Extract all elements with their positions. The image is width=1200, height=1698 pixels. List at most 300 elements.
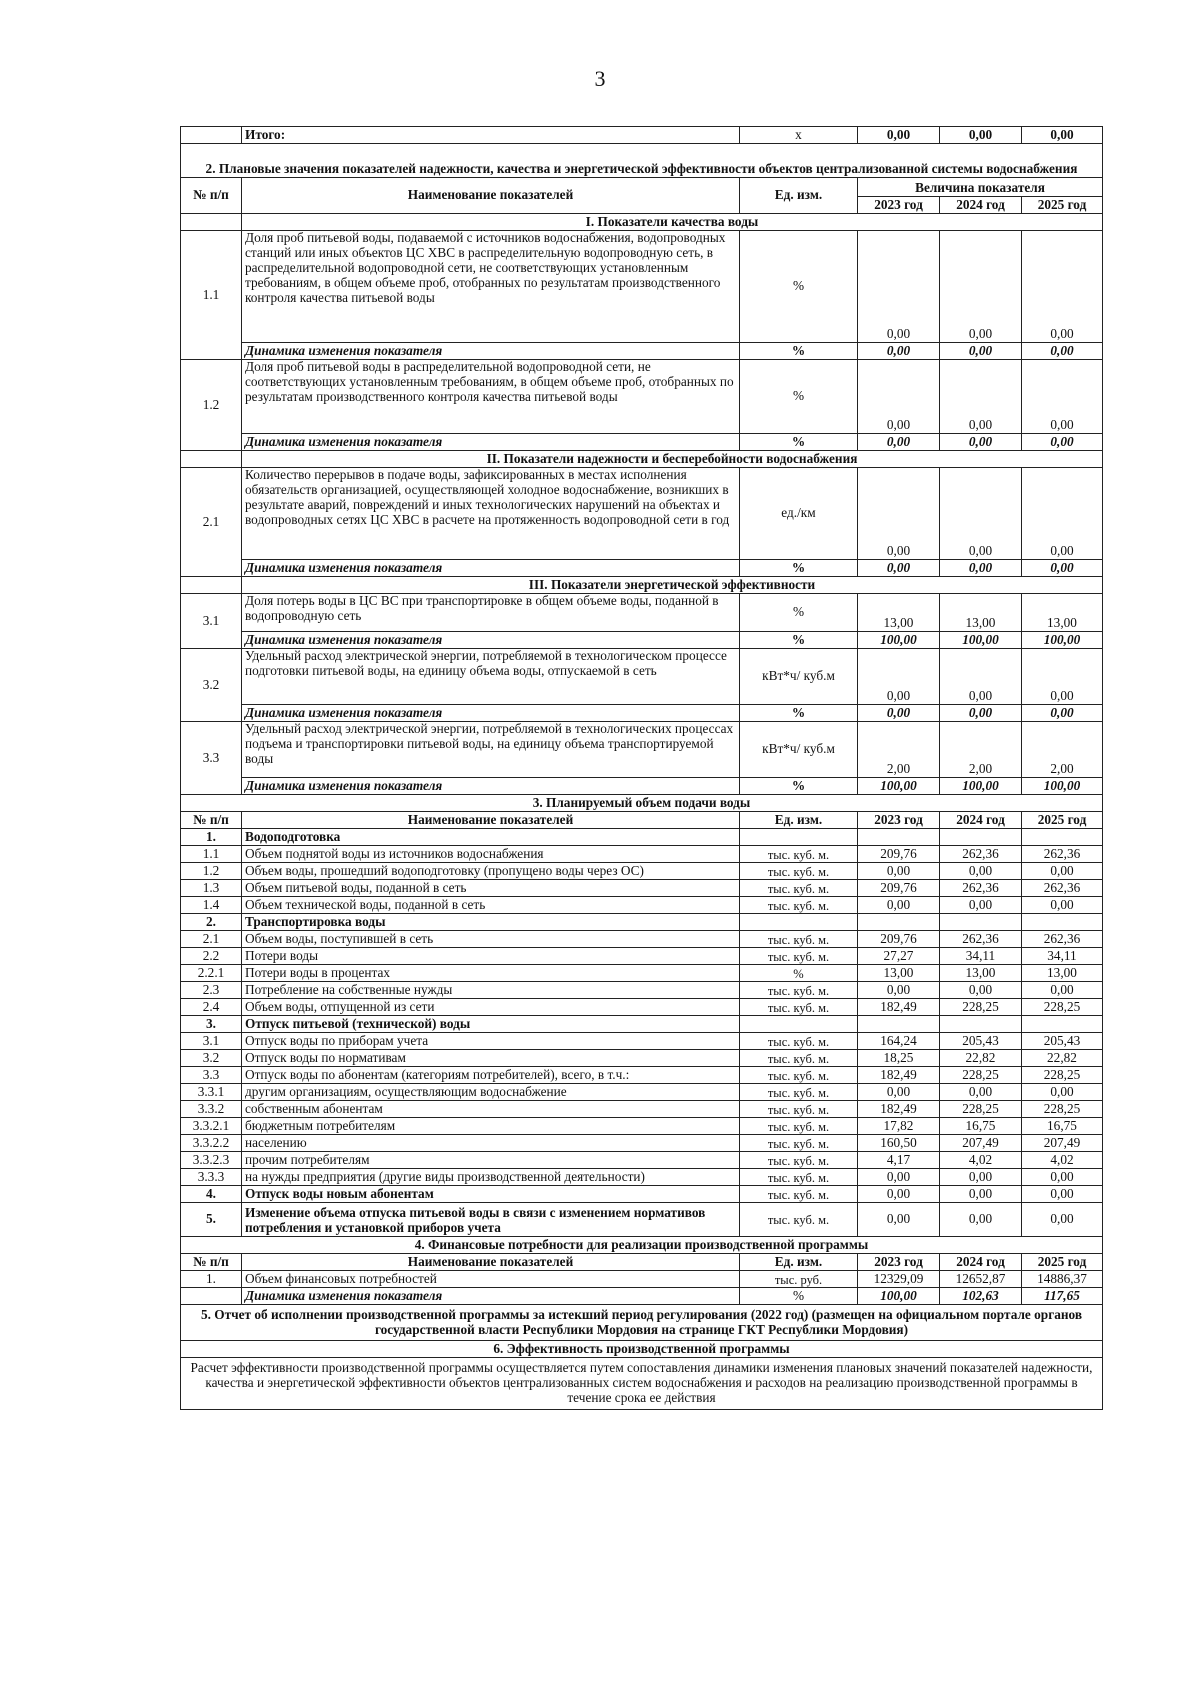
row-unit: тыс. куб. м. <box>740 1169 858 1186</box>
indicator-value: 0,00 <box>858 468 940 560</box>
row-value: 228,25 <box>940 999 1022 1016</box>
empty-cell <box>181 451 242 468</box>
row-value: 0,00 <box>1022 897 1103 914</box>
table-row <box>181 1050 1103 1067</box>
dynamics-value: 0,00 <box>1022 560 1103 577</box>
dynamics-value: 117,65 <box>1022 1288 1103 1305</box>
dynamics-value: 100,00 <box>858 1288 940 1305</box>
row-num: 3.3.3 <box>181 1169 242 1186</box>
indicator-row <box>181 594 1103 632</box>
header-name: Наименование показателей <box>242 1254 740 1271</box>
dynamics-unit: % <box>740 1288 858 1305</box>
dynamics-value: 102,63 <box>940 1288 1022 1305</box>
row-value: 12329,09 <box>858 1271 940 1288</box>
row-value: 262,36 <box>1022 846 1103 863</box>
row-value: 0,00 <box>1022 1084 1103 1101</box>
header-y2024: 2024 год <box>940 1254 1022 1271</box>
group-title-row <box>181 451 1103 468</box>
itogo-row <box>181 127 1103 144</box>
header-name: Наименование показателей <box>242 178 740 214</box>
section6-text: Расчет эффективности производственной программы осуществляется путем сопоставления динамики изменения плановых значений показателей надежности, качества и энергетической эффективности объектов централизованных систем водоснабжения и расходов на реализацию производственной программы в течение срока ее действия <box>181 1358 1103 1410</box>
header-num: № п/п <box>181 812 242 829</box>
row-num: 3.3 <box>181 1067 242 1084</box>
indicator-value: 0,00 <box>858 360 940 434</box>
empty-cell <box>1022 914 1103 931</box>
dynamics-value: 100,00 <box>940 632 1022 649</box>
text-row <box>181 1358 1103 1410</box>
indicator-value: 0,00 <box>940 468 1022 560</box>
dynamics-value: 100,00 <box>858 632 940 649</box>
indicator-unit: ед./км <box>740 468 858 560</box>
table-row <box>181 1118 1103 1135</box>
empty-cell <box>181 1288 242 1305</box>
row-value: 228,25 <box>940 1067 1022 1084</box>
row-value: 182,49 <box>858 1101 940 1118</box>
row-name: Объем воды, прошедший водоподготовку (пропущено воды через ОС) <box>242 863 740 880</box>
empty-cell <box>1022 829 1103 846</box>
row-name: Объем питьевой воды, поданной в сеть <box>242 880 740 897</box>
header-unit: Ед. изм. <box>740 178 858 214</box>
dynamics-label: Динамика изменения показателя <box>242 632 740 649</box>
table-row <box>181 897 1103 914</box>
table-row <box>181 1033 1103 1050</box>
row-name: Объем технической воды, поданной в сеть <box>242 897 740 914</box>
table-row <box>181 1169 1103 1186</box>
indicator-value: 2,00 <box>858 722 940 778</box>
row-num: 3.3.2.2 <box>181 1135 242 1152</box>
indicator-value: 0,00 <box>1022 649 1103 705</box>
row-value: 0,00 <box>858 1169 940 1186</box>
row-unit: тыс. куб. м. <box>740 897 858 914</box>
dynamics-label: Динамика изменения показателя <box>242 434 740 451</box>
row-value: 13,00 <box>858 965 940 982</box>
dynamics-row <box>181 632 1103 649</box>
section6-title: 6. Эффективность производственной программы <box>181 1341 1103 1358</box>
row-value: 13,00 <box>1022 965 1103 982</box>
table-row <box>181 829 1103 846</box>
table-row <box>181 914 1103 931</box>
header-2025: 2025 год <box>1022 197 1103 214</box>
row-unit: тыс. куб. м. <box>740 1084 858 1101</box>
row-name: на нужды предприятия (другие виды производственной деятельности) <box>242 1169 740 1186</box>
row-name: другим организациям, осуществляющим водоснабжение <box>242 1084 740 1101</box>
header-y2025: 2025 год <box>1022 812 1103 829</box>
dynamics-unit: % <box>740 705 858 722</box>
row-name: Отпуск воды новым абонентам <box>242 1186 740 1203</box>
table-row <box>181 948 1103 965</box>
row-name: Отпуск воды по приборам учета <box>242 1033 740 1050</box>
itogo-2024: 0,00 <box>940 127 1022 144</box>
dynamics-value: 0,00 <box>940 560 1022 577</box>
header-row <box>181 1254 1103 1271</box>
dynamics-value: 0,00 <box>1022 434 1103 451</box>
indicator-value: 0,00 <box>858 231 940 343</box>
row-unit: тыс. куб. м. <box>740 1050 858 1067</box>
header-row <box>181 178 1103 197</box>
section-title-row <box>181 144 1103 178</box>
row-value: 0,00 <box>940 897 1022 914</box>
row-num: 2.2.1 <box>181 965 242 982</box>
indicator-value: 0,00 <box>858 649 940 705</box>
section-title-row <box>181 1237 1103 1254</box>
dynamics-label: Динамика изменения показателя <box>242 560 740 577</box>
section-title-row <box>181 795 1103 812</box>
row-name: Изменение объема отпуска питьевой воды в связи с изменением нормативов потребления и установкой приборов учета <box>242 1203 740 1237</box>
empty-cell <box>858 1016 940 1033</box>
table-row <box>181 863 1103 880</box>
row-name: Водоподготовка <box>242 829 740 846</box>
row-num: 1.1 <box>181 846 242 863</box>
row-name: Объем воды, поступившей в сеть <box>242 931 740 948</box>
row-value: 262,36 <box>1022 880 1103 897</box>
indicator-name: Удельный расход электрической энергии, потребляемой в технологических процессах подъема и транспортировки питьевой воды, на единицу объема транспортируемой воды <box>242 722 740 778</box>
row-name: Потери воды <box>242 948 740 965</box>
group-title-row <box>181 214 1103 231</box>
row-num: 2.2 <box>181 948 242 965</box>
dynamics-value: 100,00 <box>1022 778 1103 795</box>
row-value: 0,00 <box>940 1169 1022 1186</box>
row-value: 4,17 <box>858 1152 940 1169</box>
table-row <box>181 1067 1103 1084</box>
row-value: 0,00 <box>1022 863 1103 880</box>
row-name: Объем поднятой воды из источников водоснабжения <box>242 846 740 863</box>
indicator-row <box>181 649 1103 705</box>
indicator-num: 1.1 <box>181 231 242 360</box>
empty-cell <box>740 914 858 931</box>
row-name: Отпуск воды по абонентам (категориям потребителей), всего, в т.ч.: <box>242 1067 740 1084</box>
indicator-value: 13,00 <box>1022 594 1103 632</box>
indicator-value: 13,00 <box>940 594 1022 632</box>
dynamics-row <box>181 434 1103 451</box>
empty-cell <box>940 1016 1022 1033</box>
empty-cell <box>858 829 940 846</box>
row-name: Отпуск воды по нормативам <box>242 1050 740 1067</box>
dynamics-label: Динамика изменения показателя <box>242 1288 740 1305</box>
table-row <box>181 846 1103 863</box>
indicator-row <box>181 231 1103 343</box>
indicator-num: 3.1 <box>181 594 242 649</box>
row-num: 1.4 <box>181 897 242 914</box>
row-value: 0,00 <box>1022 1203 1103 1237</box>
row-value: 207,49 <box>940 1135 1022 1152</box>
dynamics-value: 0,00 <box>1022 705 1103 722</box>
indicator-row <box>181 360 1103 434</box>
dynamics-label: Динамика изменения показателя <box>242 705 740 722</box>
dynamics-value: 100,00 <box>1022 632 1103 649</box>
dynamics-value: 0,00 <box>940 705 1022 722</box>
table-row <box>181 1203 1103 1237</box>
group-title: III. Показатели энергетической эффективности <box>242 577 1103 594</box>
indicator-name: Доля потерь воды в ЦС ВС при транспортировке в общем объеме воды, поданной в водопроводную сеть <box>242 594 740 632</box>
row-unit: тыс. куб. м. <box>740 931 858 948</box>
empty-cell <box>740 829 858 846</box>
empty-cell <box>181 127 242 144</box>
row-unit: тыс. куб. м. <box>740 1135 858 1152</box>
row-unit: тыс. куб. м. <box>740 1152 858 1169</box>
row-unit: тыс. куб. м. <box>740 982 858 999</box>
row-value: 205,43 <box>940 1033 1022 1050</box>
dynamics-unit: % <box>740 632 858 649</box>
dynamics-label: Динамика изменения показателя <box>242 778 740 795</box>
group-title-row <box>181 577 1103 594</box>
row-value: 0,00 <box>858 1084 940 1101</box>
row-value: 262,36 <box>940 846 1022 863</box>
row-num: 2.1 <box>181 931 242 948</box>
indicator-name: Количество перерывов в подаче воды, зафиксированных в местах исполнения обязательств организацией, осуществляющей холодное водоснабжение, возникших в результате аварий, повреждений и иных технологических нарушений на объектах и водопроводных сетях ЦС ХВС в расчете на протяженность водопроводной сети в год <box>242 468 740 560</box>
indicator-value: 0,00 <box>940 649 1022 705</box>
empty-cell <box>181 214 242 231</box>
row-unit: тыс. куб. м. <box>740 846 858 863</box>
empty-cell <box>181 577 242 594</box>
row-unit: тыс. куб. м. <box>740 1033 858 1050</box>
section4-title: 4. Финансовые потребности для реализации производственной программы <box>181 1237 1103 1254</box>
row-value: 0,00 <box>1022 1186 1103 1203</box>
table-row <box>181 999 1103 1016</box>
row-name: Отпуск питьевой (технической) воды <box>242 1016 740 1033</box>
table-row <box>181 965 1103 982</box>
header-y2024: 2024 год <box>940 812 1022 829</box>
row-value: 0,00 <box>858 863 940 880</box>
row-value: 0,00 <box>1022 1169 1103 1186</box>
row-value: 0,00 <box>940 1186 1022 1203</box>
dynamics-row <box>181 1288 1103 1305</box>
header-row <box>181 812 1103 829</box>
empty-cell <box>940 914 1022 931</box>
header-y2023: 2023 год <box>858 1254 940 1271</box>
row-num: 2. <box>181 914 242 931</box>
row-value: 0,00 <box>858 1186 940 1203</box>
indicator-unit: кВт*ч/ куб.м <box>740 722 858 778</box>
row-value: 182,49 <box>858 999 940 1016</box>
row-value: 16,75 <box>940 1118 1022 1135</box>
row-value: 17,82 <box>858 1118 940 1135</box>
header-y2025: 2025 год <box>1022 1254 1103 1271</box>
row-unit: тыс. куб. м. <box>740 1101 858 1118</box>
row-value: 16,75 <box>1022 1118 1103 1135</box>
row-num: 3.2 <box>181 1050 242 1067</box>
row-name: Потери воды в процентах <box>242 965 740 982</box>
table-row <box>181 1271 1103 1288</box>
header-unit: Ед. изм. <box>740 1254 858 1271</box>
itogo-label: Итого: <box>242 127 740 144</box>
indicator-num: 2.1 <box>181 468 242 577</box>
indicator-num: 3.3 <box>181 722 242 795</box>
row-value: 207,49 <box>1022 1135 1103 1152</box>
group-title: I. Показатели качества воды <box>242 214 1103 231</box>
row-value: 0,00 <box>1022 982 1103 999</box>
group-title: II. Показатели надежности и бесперебойности водоснабжения <box>242 451 1103 468</box>
indicator-value: 2,00 <box>940 722 1022 778</box>
table-row <box>181 982 1103 999</box>
row-unit: % <box>740 965 858 982</box>
row-value: 228,25 <box>1022 999 1103 1016</box>
indicator-value: 0,00 <box>1022 468 1103 560</box>
row-value: 228,25 <box>1022 1067 1103 1084</box>
row-num: 3.3.1 <box>181 1084 242 1101</box>
row-num: 3. <box>181 1016 242 1033</box>
row-value: 22,82 <box>1022 1050 1103 1067</box>
dynamics-row <box>181 705 1103 722</box>
table-row <box>181 880 1103 897</box>
row-name: населению <box>242 1135 740 1152</box>
row-value: 262,36 <box>940 880 1022 897</box>
row-value: 0,00 <box>858 1203 940 1237</box>
indicator-name: Доля проб питьевой воды в распределительной водопроводной сети, не соответствующих установленным требованиям, в общем объеме проб, отобранных по результатам производственного контроля качества питьевой воды <box>242 360 740 434</box>
row-name: собственным абонентам <box>242 1101 740 1118</box>
header-2023: 2023 год <box>858 197 940 214</box>
itogo-unit: х <box>740 127 858 144</box>
row-value: 262,36 <box>940 931 1022 948</box>
indicator-value: 0,00 <box>1022 360 1103 434</box>
row-value: 164,24 <box>858 1033 940 1050</box>
row-value: 205,43 <box>1022 1033 1103 1050</box>
page-number: 3 <box>594 66 606 91</box>
row-value: 0,00 <box>858 897 940 914</box>
row-name: Объем воды, отпущенной из сети <box>242 999 740 1016</box>
row-num: 2.3 <box>181 982 242 999</box>
dynamics-value: 0,00 <box>1022 343 1103 360</box>
indicator-name: Удельный расход электрической энергии, потребляемой в технологическом процессе подготовки питьевой воды, на единицу объема воды, отпускаемой в сеть <box>242 649 740 705</box>
empty-cell <box>940 829 1022 846</box>
row-value: 228,25 <box>1022 1101 1103 1118</box>
dynamics-value: 0,00 <box>858 434 940 451</box>
row-value: 4,02 <box>1022 1152 1103 1169</box>
row-value: 13,00 <box>940 965 1022 982</box>
row-unit: тыс. куб. м. <box>740 1118 858 1135</box>
row-unit: тыс. куб. м. <box>740 880 858 897</box>
row-value: 27,27 <box>858 948 940 965</box>
section2-title: 2. Плановые значения показателей надежности, качества и энергетической эффективности объектов централизованной системы водоснабжения <box>181 144 1103 178</box>
indicator-row <box>181 722 1103 778</box>
row-value: 209,76 <box>858 846 940 863</box>
dynamics-row <box>181 343 1103 360</box>
row-value: 209,76 <box>858 880 940 897</box>
header-y2023: 2023 год <box>858 812 940 829</box>
section3-title: 3. Планируемый объем подачи воды <box>181 795 1103 812</box>
indicator-row <box>181 468 1103 560</box>
table-row <box>181 1101 1103 1118</box>
dynamics-unit: % <box>740 560 858 577</box>
row-unit: тыс. куб. м. <box>740 1203 858 1237</box>
header-num: № п/п <box>181 1254 242 1271</box>
indicator-value: 0,00 <box>1022 231 1103 343</box>
row-value: 4,02 <box>940 1152 1022 1169</box>
row-name: бюджетным потребителям <box>242 1118 740 1135</box>
row-unit: тыс. руб. <box>740 1271 858 1288</box>
dynamics-unit: % <box>740 778 858 795</box>
row-name: Потребление на собственные нужды <box>242 982 740 999</box>
table-row <box>181 1152 1103 1169</box>
row-value: 22,82 <box>940 1050 1022 1067</box>
indicator-unit: кВт*ч/ куб.м <box>740 649 858 705</box>
itogo-2025: 0,00 <box>1022 127 1103 144</box>
table-row <box>181 1016 1103 1033</box>
row-unit: тыс. куб. м. <box>740 863 858 880</box>
row-value: 209,76 <box>858 931 940 948</box>
row-num: 3.1 <box>181 1033 242 1050</box>
dynamics-value: 0,00 <box>858 705 940 722</box>
row-num: 3.3.2.3 <box>181 1152 242 1169</box>
row-name: Транспортировка воды <box>242 914 740 931</box>
row-unit: тыс. куб. м. <box>740 1067 858 1084</box>
row-name: Объем финансовых потребностей <box>242 1271 740 1288</box>
dynamics-row <box>181 560 1103 577</box>
row-num: 2.4 <box>181 999 242 1016</box>
indicator-unit: % <box>740 231 858 343</box>
program-table <box>180 126 1103 1410</box>
row-value: 262,36 <box>1022 931 1103 948</box>
dynamics-value: 0,00 <box>940 343 1022 360</box>
itogo-2023: 0,00 <box>858 127 940 144</box>
header-unit: Ед. изм. <box>740 812 858 829</box>
row-value: 0,00 <box>940 863 1022 880</box>
row-num: 1. <box>181 829 242 846</box>
dynamics-value: 100,00 <box>858 778 940 795</box>
empty-cell <box>858 914 940 931</box>
dynamics-value: 100,00 <box>940 778 1022 795</box>
row-value: 12652,87 <box>940 1271 1022 1288</box>
indicator-num: 3.2 <box>181 649 242 722</box>
section5-title: 5. Отчет об исполнении производственной программы за истекший период регулирования (2022 год) (размещен на официальном портале органов государственной власти Республики Мордовия на странице ГКТ Республики Мордовия) <box>181 1305 1103 1341</box>
table-row <box>181 1084 1103 1101</box>
row-unit: тыс. куб. м. <box>740 999 858 1016</box>
row-value: 0,00 <box>858 982 940 999</box>
dynamics-row <box>181 778 1103 795</box>
dynamics-label: Динамика изменения показателя <box>242 343 740 360</box>
row-value: 0,00 <box>940 982 1022 999</box>
row-num: 1. <box>181 1271 242 1288</box>
row-value: 0,00 <box>940 1203 1022 1237</box>
row-value: 182,49 <box>858 1067 940 1084</box>
indicator-value: 0,00 <box>940 231 1022 343</box>
row-num: 3.3.2.1 <box>181 1118 242 1135</box>
row-value: 18,25 <box>858 1050 940 1067</box>
header-value: Величина показателя <box>858 178 1103 197</box>
table-row <box>181 1186 1103 1203</box>
row-value: 160,50 <box>858 1135 940 1152</box>
table-row <box>181 1135 1103 1152</box>
row-value: 0,00 <box>940 1084 1022 1101</box>
table-row <box>181 931 1103 948</box>
indicator-unit: % <box>740 360 858 434</box>
indicator-name: Доля проб питьевой воды, подаваемой с источников водоснабжения, водопроводных станций или иных объектов ЦС ХВС в распределительную водопроводную сеть, в распределительной водопроводной сети, не соответствующих установленным требованиям, в общем объеме проб, отобранных по результатам производственного контроля качества питьевой воды <box>242 231 740 343</box>
indicator-value: 0,00 <box>940 360 1022 434</box>
row-num: 1.2 <box>181 863 242 880</box>
indicator-num: 1.2 <box>181 360 242 451</box>
indicator-value: 2,00 <box>1022 722 1103 778</box>
header-num: № п/п <box>181 178 242 214</box>
header-2024: 2024 год <box>940 197 1022 214</box>
dynamics-value: 0,00 <box>858 560 940 577</box>
header-name: Наименование показателей <box>242 812 740 829</box>
dynamics-unit: % <box>740 343 858 360</box>
row-value: 14886,37 <box>1022 1271 1103 1288</box>
empty-cell <box>1022 1016 1103 1033</box>
row-value: 34,11 <box>940 948 1022 965</box>
row-name: прочим потребителям <box>242 1152 740 1169</box>
row-num: 3.3.2 <box>181 1101 242 1118</box>
indicator-value: 13,00 <box>858 594 940 632</box>
dynamics-value: 0,00 <box>940 434 1022 451</box>
row-num: 4. <box>181 1186 242 1203</box>
row-value: 228,25 <box>940 1101 1022 1118</box>
row-num: 5. <box>181 1203 242 1237</box>
section-title-row <box>181 1341 1103 1358</box>
row-value: 34,11 <box>1022 948 1103 965</box>
row-num: 1.3 <box>181 880 242 897</box>
empty-cell <box>740 1016 858 1033</box>
indicator-unit: % <box>740 594 858 632</box>
